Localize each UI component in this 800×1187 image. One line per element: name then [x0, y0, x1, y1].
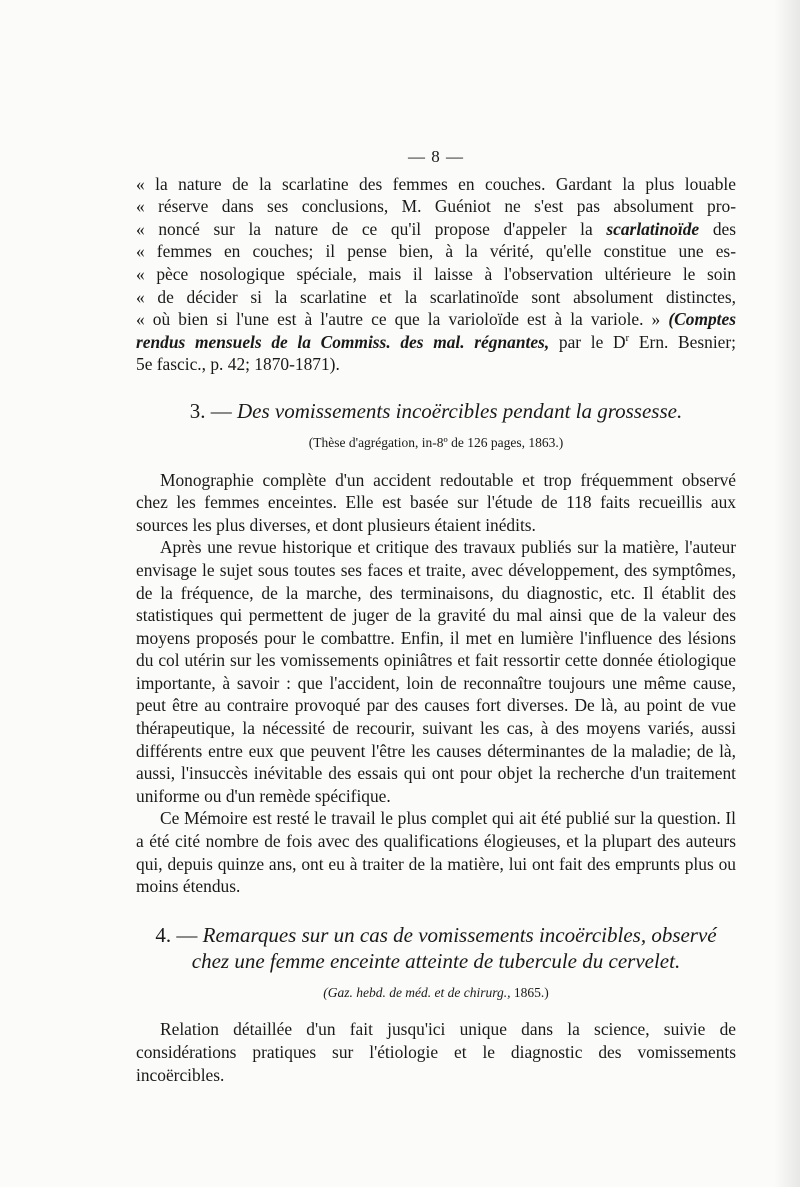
section-4-paragraph-1: Relation détaillée d'un fait jusqu'ici unique dans la science, suivie de considérations pratiques sur l'étiologie et le diagnostic des vomissements incoërcibles. [136, 1019, 736, 1085]
section-4-heading [136, 922, 736, 974]
section-3-number: 3. — [189, 398, 232, 423]
citation-author-prefix: par le D [558, 331, 626, 352]
citation-line-3: 5e fascic., p. 42; 1870-1871). [136, 354, 340, 375]
quote-line-4: « femmes en couches; il pense bien, à la vérité, qu'elle constitue une es- [136, 241, 736, 262]
section-4-source-journal: (Gaz. hebd. de méd. et de chirurg., [323, 984, 511, 1000]
section-3-source: (Thèse d'agrégation, in-8º de 126 pages, 1863.) [308, 434, 564, 450]
section-4-title-line-1 [136, 922, 736, 948]
quote-line-3-end: des [712, 218, 736, 239]
section-3-paragraph-1: Monographie complète d'un accident redoutable et trop fréquemment observé chez les femmes enceintes. Elle est basée sur l'étude de 118 faits recueillis aux sources les plus diverses, et dont plusieurs étaient inédits. [136, 469, 736, 535]
citation-open: (Comptes [668, 309, 736, 330]
section-4-number: 4. — [155, 922, 198, 947]
citation-journal: rendus mensuels de la Commiss. des mal. régnantes, [136, 331, 550, 352]
quote-line-3-text: « noncé sur la nature de ce qu'il propose d'appeler la [136, 218, 593, 239]
section-3-paragraph-3: Ce Mémoire est resté le travail le plus complet qui ait été publié sur la question. Il a été cité nombre de fois avec des qualifications élogieuses, et la plupart des auteurs qui, depuis quinze ans, ont eu à traiter de la matière, lui ont fait des emprunts plus ou moins étendus. [136, 808, 736, 897]
section-3-paragraph-2: Après une revue historique et critique des travaux publiés sur la matière, l'auteur envisage le sujet sous toutes ses faces et traite, avec développement, des symptômes, de la fréquence, de la marche, des terminaisons, du diagnostic, etc. Il établit des statistiques qui permettent de juger de la gravité du mal ainsi que de la valeur des moyens proposés pour le combattre. Enfin, il met en lumière l'influence des lésions du col utérin sur les vomissements opiniâtres et fait ressortir cette donnée étiologique importante, à savoir : que l'accident, loin de reconnaître toujours une même cause, peut être au contraire provoqué par des causes fort diverses. De là, au point de vue thérapeutique, la nécessité de recourir, suivant les cas, à des moyens variés, aussi différents entre eux que peuvent l'être les causes déterminantes de la maladie; de là, aussi, l'insuccès inévitable des essais qui ont pour objet la recherche d'un traitement uniforme ou d'un remède spécifique. [136, 537, 736, 806]
page-edge-shadow [774, 0, 800, 1187]
citation-author: Ern. Besnier; [638, 331, 736, 352]
quote-line-3 [136, 218, 736, 241]
page-number: — 8 — [408, 147, 464, 166]
scarlatinoide-term: scarlatinoïde [606, 218, 700, 239]
quote-line-2: « réserve dans ses conclusions, M. Guéniot ne s'est pas absolument pro- [136, 196, 736, 217]
section-4-title-1: Remarques sur un cas de vomissements incoërcibles, observé [202, 922, 717, 947]
quote-line-5: « pèce nosologique spéciale, mais il laisse à l'observation ultérieure le soin [136, 263, 736, 284]
citation-sup: r [625, 331, 630, 344]
quote-block [136, 173, 736, 376]
section-3-heading [136, 398, 736, 424]
quote-line-1: « la nature de la scarlatine des femmes en couches. Gardant la plus louable [136, 173, 736, 194]
quote-line-7-text: « où bien si l'une est à l'autre ce que la varioloïde est à la variole. » [136, 309, 661, 330]
page-content [136, 146, 736, 1086]
quote-line-7 [136, 308, 736, 331]
section-4-source [136, 982, 736, 1005]
section-4-source-year: 1865.) [513, 984, 549, 1000]
quote-line-6: « de décider si la scarlatine et la scarlatinoïde sont absolument distinctes, [136, 286, 736, 307]
citation-line-2 [136, 331, 736, 354]
section-3-title: Des vomissements incoërcibles pendant la grossesse. [237, 398, 683, 423]
section-4-title-line-2: chez une femme enceinte atteinte de tubercule du cervelet. [191, 948, 681, 973]
